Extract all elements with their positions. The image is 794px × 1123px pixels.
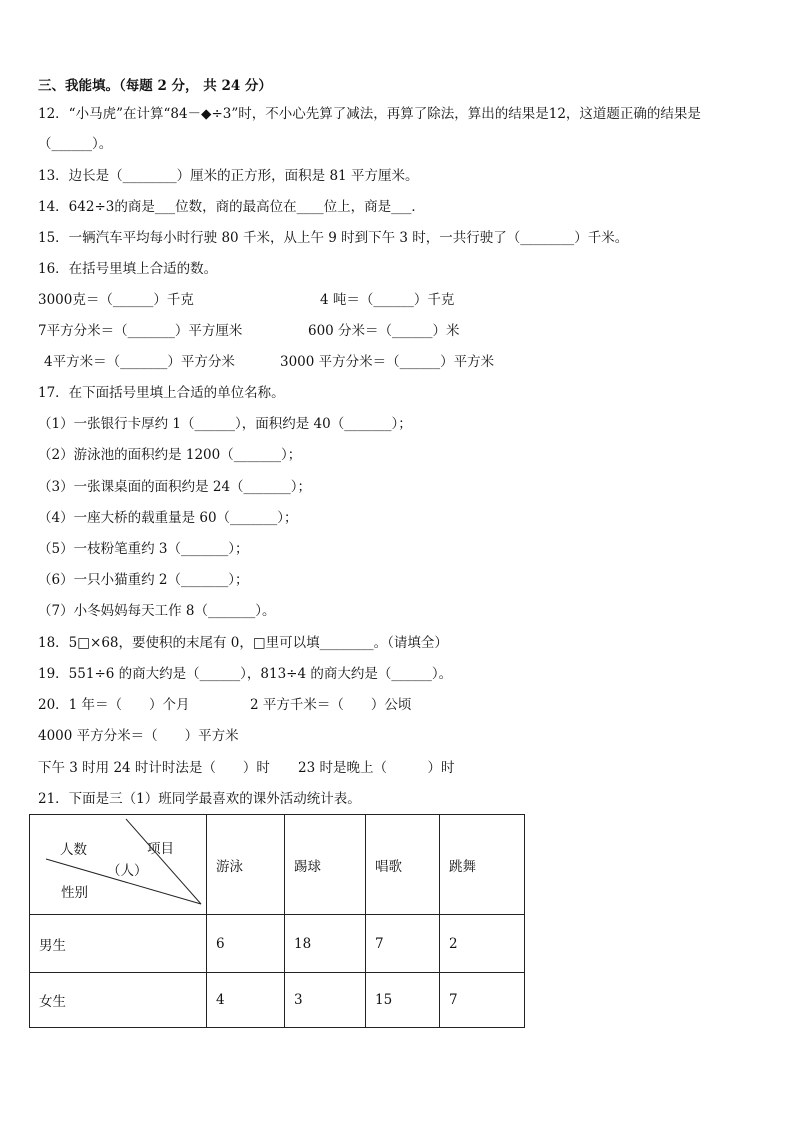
column-header: 唱歌: [366, 815, 440, 915]
table-cell: 4: [207, 973, 285, 1028]
corner-label-item: 项目: [147, 841, 174, 857]
unit-item: （3）一张课桌面的面积约是 24（_______）；: [38, 479, 312, 495]
corner-label-gender: 性别: [61, 885, 88, 901]
question-14: 14．642÷3的商是___位数，商的最高位在____位上，商是___．: [38, 199, 425, 215]
question-12-line-1: 12．“小马虎”在计算“84－◆÷3”时，不小心先算了减法，再算了除法，算出的结果是12，这道题正确的结果是: [38, 106, 701, 122]
question-20-item: 23 时是晚上（ ）时: [298, 760, 455, 776]
unit-item: （1）一张银行卡厚约 1（______），面积约是 40（_______）；: [38, 416, 412, 432]
column-header: 游泳: [207, 815, 285, 915]
column-header: 踢球: [285, 815, 366, 915]
question-20-item: 20．1 年＝（ ）个月: [38, 697, 190, 713]
table-cell: 6: [207, 915, 285, 973]
column-header: 跳舞: [440, 815, 525, 915]
section-heading: 三、我能填。（每题 2 分， 共 24 分）: [38, 78, 272, 94]
unit-item: （4）一座大桥的载重量是 60（_______）；: [38, 510, 298, 526]
question-16: 16．在括号里填上合适的数。: [38, 261, 218, 277]
unit-item: （7）小冬妈妈每天工作 8（_______）。: [38, 603, 276, 619]
question-15: 15．一辆汽车平均每小时行驶 80 千米，从上午 9 时到下午 3 时，一共行驶了（________）千米。: [38, 230, 629, 246]
activity-stats-table: [29, 814, 525, 1028]
conversion-item: 4平方米＝（_______）平方分米: [44, 354, 235, 370]
table-header-row: [30, 815, 525, 915]
table-row: [30, 915, 525, 973]
table-cell: 2: [440, 915, 525, 973]
conversion-item: 3000 平方分米＝（______）平方米: [280, 354, 495, 370]
table-cell: 7: [366, 915, 440, 973]
question-20-item: 4000 平方分米＝（ ）平方米: [38, 728, 239, 744]
unit-item: （6）一只小猫重约 2（_______）；: [38, 572, 249, 588]
table-cell: 3: [285, 973, 366, 1028]
table-cell: 15: [366, 973, 440, 1028]
question-12-line-2: （______）。: [38, 136, 113, 152]
conversion-item: 3000克＝（______）千克: [38, 292, 194, 308]
conversion-item: 600 分米＝（______）米: [308, 323, 460, 339]
table-cell: 7: [440, 973, 525, 1028]
question-13: 13．边长是（________）厘米的正方形，面积是 81 平方厘米。: [38, 168, 419, 184]
conversion-item: 7平方分米＝（_______）平方厘米: [38, 323, 243, 339]
corner-label-count: 人数: [60, 842, 87, 858]
row-label: 男生: [30, 915, 207, 973]
conversion-item: 4 吨＝（______）千克: [320, 292, 455, 308]
question-19: 19．551÷6 的商大约是（______），813÷4 的商大约是（______）。: [38, 666, 453, 682]
question-20-item: 下午 3 时用 24 时计时法是（ ）时: [38, 760, 270, 776]
row-label: 女生: [30, 973, 207, 1028]
question-20-item: 2 平方千米＝（ ）公顷: [250, 697, 412, 713]
question-17: 17．在下面括号里填上合适的单位名称。: [38, 385, 285, 401]
diagonal-header-cell: [30, 815, 207, 915]
question-21: 21．下面是三（1）班同学最喜欢的课外活动统计表。: [38, 791, 361, 807]
table-row: [30, 973, 525, 1028]
question-18: 18．5□×68，要使积的末尾有 0，□里可以填________。（请填全）: [38, 635, 448, 651]
corner-label-unit: （人）: [107, 863, 148, 879]
unit-item: （5）一枝粉笔重约 3（_______）；: [38, 541, 249, 557]
table-cell: 18: [285, 915, 366, 973]
unit-item: （2）游泳池的面积约是 1200（_______）；: [38, 447, 302, 463]
